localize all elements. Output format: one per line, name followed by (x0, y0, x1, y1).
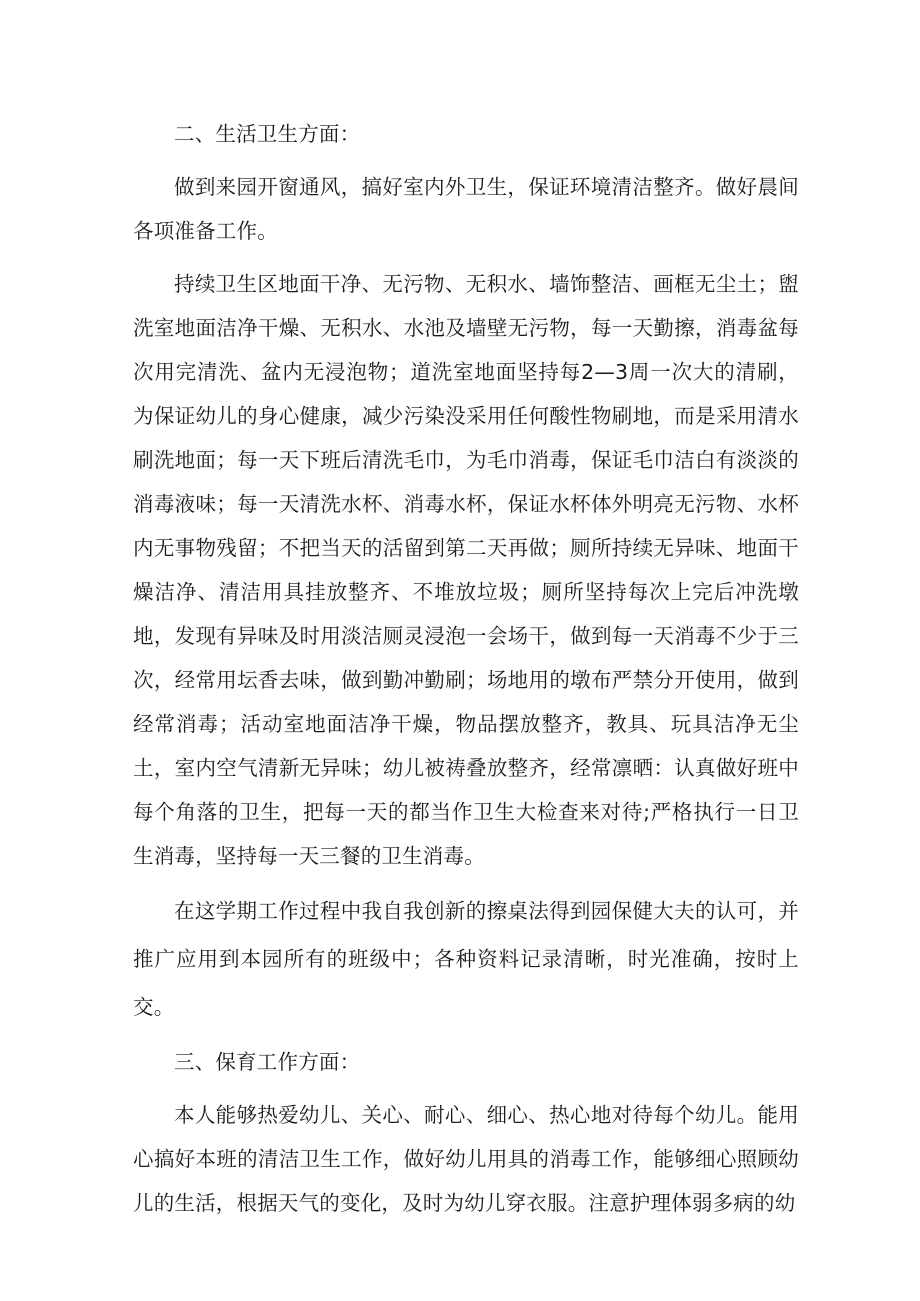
paragraph-care-work: 本人能够热爱幼儿、关心、耐心、细心、热心地对待每个幼儿。能用心搞好本班的清洁卫生工作，做好幼儿用具的消毒工作，能够细心照顾幼儿的生活，根据天气的变化，及时为幼儿穿衣服。注意护理体弱多病的幼 (133, 1103, 799, 1215)
document-body (133, 112, 799, 1225)
paragraph-desk-method: 在这学期工作过程中我自我创新的擦桌法得到园保健大夫的认可，并推广应用到本园所有的班级中；各种资料记录清晰，时光准确，按时上交。 (133, 899, 799, 1019)
paragraph-morning-prep: 做到来园开窗通风，搞好室内外卫生，保证环境清洁整齐。做好晨间各项准备工作。 (133, 175, 799, 243)
paragraph-cleaning-details: 持续卫生区地面干净、无污物、无积水、墙饰整洁、画框无尘土；盥洗室地面洁净干燥、无积水、水池及墙壁无污物，每一天勤擦，消毒盆每次用完清洗、盆内无浸泡物；道洗室地面坚持每2—3周一次大的清刷，为保证幼儿的身心健康，减少污染没采用任何酸性物刷地，而是采用清水刷洗地面；每一天下班后清洗毛巾，为毛巾消毒，保证毛巾洁白有淡淡的消毒液味；每一天清洗水杯、消毒水杯，保证水杯体外明亮无污物、水杯内无事物残留；不把当天的活留到第二天再做；厕所持续无异味、地面干燥洁净、清洁用具挂放整齐、不堆放垃圾；厕所坚持每次上完后冲洗墩地，发现有异味及时用淡洁厕灵浸泡一会场干，做到每一天消毒不少于三次，经常用坛香去味，做到勤冲勤刷；场地用的墩布严禁分开使用，做到经常消毒；活动室地面洁净干燥，物品摆放整齐，教具、玩具洁净无尘土，室内空气清新无异味；幼儿被祷叠放整齐，经常凛晒：认真做好班中每个角落的卫生，把每一天的都当作卫生大检查来对待;严格执行一日卫生消毒，坚持每一天三餐的卫生消毒。 (133, 272, 799, 868)
section-heading-care: 三、保育工作方面： (174, 1050, 361, 1074)
section-heading-hygiene: 二、生活卫生方面： (174, 122, 361, 146)
